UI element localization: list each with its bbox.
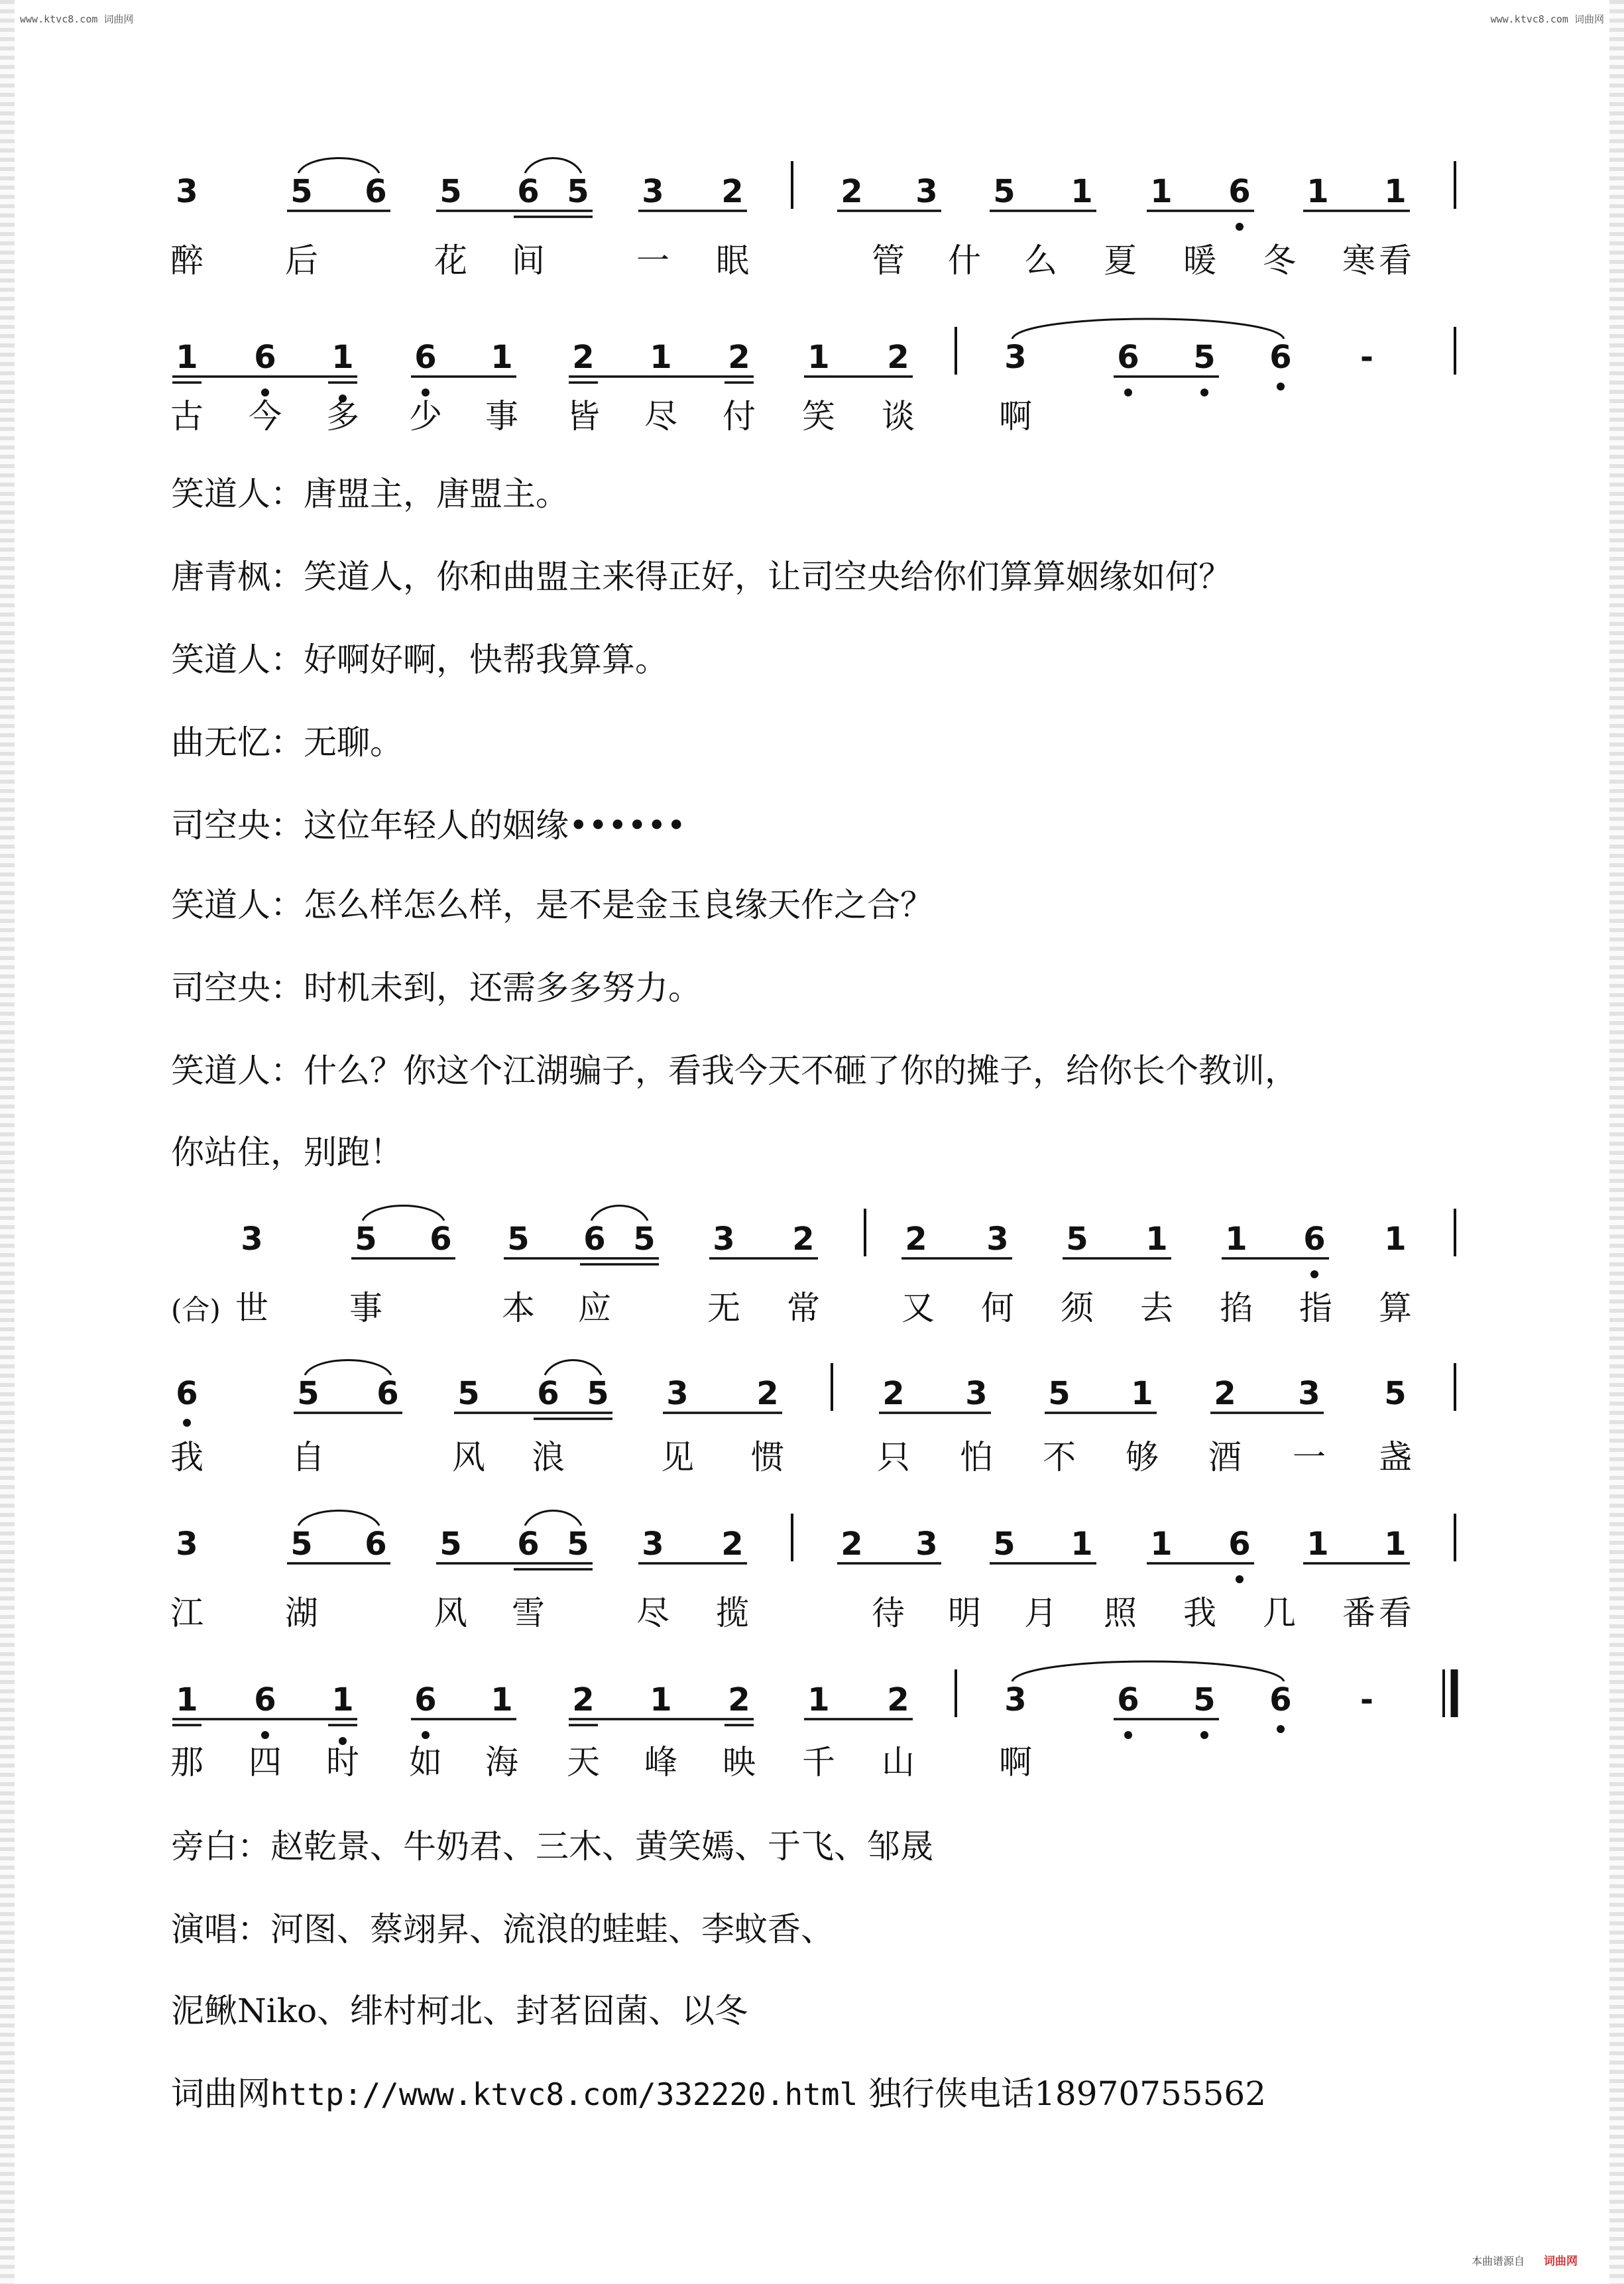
lyric-char: 湖 (285, 1594, 318, 1632)
note-digit: 6 (517, 173, 540, 210)
lyric-char: 一 (1293, 1438, 1326, 1476)
slur-arc (298, 1511, 379, 1526)
note-digit: 6 (414, 1681, 437, 1718)
octave-dot (183, 1419, 191, 1427)
source-suffix: 独行侠电话18970755562 (858, 2074, 1267, 2113)
note-digit: 5 (507, 1221, 530, 1258)
lyric-char: 应 (578, 1289, 611, 1327)
lyric-char: 么 (1024, 241, 1057, 280)
lyric-char: 啊 (999, 397, 1032, 436)
lyric-char: 眠 (716, 241, 749, 280)
note-digit: 3 (176, 1526, 198, 1563)
lyric-char: 无 (707, 1289, 740, 1327)
lyric-char: 付 (723, 397, 756, 436)
lyric-char: 天 (567, 1743, 600, 1781)
lyric-char: 酒 (1208, 1438, 1242, 1476)
lyric-char: 我 (170, 1438, 203, 1476)
lyric-char: 照 (1104, 1594, 1137, 1632)
slur-arc (1012, 1661, 1284, 1681)
lyric-char: 只 (877, 1438, 910, 1476)
note-digit: 1 (1384, 173, 1407, 210)
lyric-char: 去 (1140, 1289, 1173, 1327)
dialogue-line: 笑道人：唐盟主，唐盟主。 (171, 475, 569, 513)
note-digit: 2 (887, 1681, 909, 1718)
slur-arc (545, 1360, 601, 1376)
lyric-char: 看 (1379, 241, 1412, 280)
lyric-char: 海 (485, 1743, 518, 1781)
lyric-char: 时 (326, 1743, 359, 1781)
note-digit: 6 (365, 173, 387, 210)
lyric-char: 明 (948, 1594, 981, 1632)
note-digit: 3 (915, 173, 938, 210)
note-digit: 5 (587, 1375, 609, 1412)
dialogue-line: 笑道人：什么？你这个江湖骗子，看我今天不砸了你的摊子，给你长个教训， (171, 1052, 1298, 1090)
note-digit: 2 (1214, 1375, 1236, 1412)
octave-dot (1277, 383, 1285, 391)
lyric-char: 何 (981, 1289, 1014, 1327)
lyric-char: 我 (1183, 1594, 1216, 1632)
dialogue-line: 笑道人：好啊好啊，快帮我算算。 (171, 640, 668, 679)
octave-dot (1124, 389, 1132, 396)
note-digit: 6 (254, 1681, 276, 1718)
lyric-char: 揽 (716, 1594, 749, 1632)
note-digit: 3 (965, 1375, 988, 1412)
singers-credit: 演唱：河图、蔡翊昇、流浪的蛙蛙、李蚊香、 (171, 1910, 834, 1949)
note-digit: 5 (1384, 1375, 1407, 1412)
note-digit: 6 (1117, 1681, 1139, 1718)
note-digit: 3 (642, 1526, 664, 1563)
lyric-char: 间 (512, 241, 545, 280)
note-digit: 1 (650, 1681, 672, 1718)
note-digit: 1 (1150, 173, 1173, 210)
lyric-char: 一 (636, 241, 669, 280)
lyric-char: 风 (434, 1594, 467, 1632)
note-digit: 6 (1303, 1221, 1326, 1258)
note-digit: 6 (1269, 1681, 1292, 1718)
note-digit: 5 (297, 1375, 319, 1412)
slur-arc (363, 1206, 444, 1221)
note-digit: 5 (1193, 339, 1216, 376)
note-digit: 1 (807, 1681, 830, 1718)
lyric-char: 今 (249, 397, 282, 436)
note-digit: 3 (986, 1221, 1009, 1258)
lyric-char: 世 (235, 1289, 268, 1327)
octave-dot (1200, 1731, 1208, 1739)
octave-dot (1277, 1725, 1285, 1733)
lyric-char: 后 (285, 241, 318, 280)
lyric-char: 什 (948, 241, 981, 280)
note-digit: 1 (176, 339, 198, 376)
note-digit: 6 (430, 1221, 452, 1258)
note-digit: 5 (633, 1221, 656, 1258)
lyric-char: 尽 (636, 1594, 669, 1632)
dialogue-line: 你站住，别跑！ (171, 1133, 403, 1172)
lyric-char: 那 (170, 1743, 203, 1781)
note-digit: 1 (650, 339, 672, 376)
lyric-char: 掐 (1220, 1289, 1253, 1327)
lyric-char: 啊 (999, 1743, 1032, 1781)
note-digit: 5 (355, 1221, 377, 1258)
note-digit: 5 (1048, 1375, 1071, 1412)
note-digit: 1 (1145, 1221, 1168, 1258)
note-digit: 2 (887, 339, 909, 376)
lyric-char: 够 (1126, 1438, 1159, 1476)
note-digit: 3 (666, 1375, 689, 1412)
note-digit: 5 (290, 173, 313, 210)
dialogue-line: 司空央：这位年轻人的姻缘•••••• (171, 806, 686, 845)
lyric-char: 又 (901, 1289, 935, 1327)
note-digit: 6 (377, 1375, 399, 1412)
lyric-char: 指 (1299, 1289, 1332, 1327)
note-digit: 5 (439, 1526, 462, 1563)
lyric-char: 看 (1379, 1594, 1412, 1632)
footer-note: 本曲谱源自 (1471, 2255, 1525, 2267)
header-left-watermark: www.ktvc8.com 词曲网 (20, 13, 134, 25)
note-digit: 6 (1228, 173, 1251, 210)
octave-dot (261, 1731, 269, 1739)
lyric-char: 待 (872, 1594, 905, 1632)
dialogue-line: 笑道人：怎么样怎么样，是不是金玉良缘天作之合？ (171, 886, 933, 924)
lyric-char: 自 (292, 1438, 325, 1476)
octave-dot (1236, 1575, 1244, 1583)
note-digit: 3 (1004, 1681, 1027, 1718)
lyric-char: 峰 (644, 1743, 677, 1781)
hold-dash: - (1360, 1681, 1373, 1718)
note-digit: 2 (905, 1221, 927, 1258)
note-digit: 1 (807, 339, 830, 376)
lyric-char: 常 (787, 1289, 820, 1327)
dialogue-line: 曲无忆：无聊。 (171, 723, 403, 762)
note-digit: 6 (1228, 1526, 1251, 1563)
octave-dot (1236, 223, 1244, 231)
note-digit: 5 (1193, 1681, 1216, 1718)
note-digit: 1 (331, 1681, 354, 1718)
note-digit: 3 (713, 1221, 735, 1258)
note-digit: 5 (567, 173, 589, 210)
source-credit (171, 2074, 1266, 2114)
note-digit: 5 (567, 1526, 589, 1563)
lyric-char: 见 (661, 1438, 694, 1476)
note-digit: 1 (1150, 1526, 1173, 1563)
note-digit: 1 (1071, 173, 1093, 210)
note-digit: 2 (721, 173, 744, 210)
note-digit: 3 (241, 1221, 263, 1258)
lyric-char: 番 (1342, 1594, 1375, 1632)
note-digit: 3 (176, 173, 198, 210)
note-digit: 2 (572, 339, 595, 376)
lyric-char: 冬 (1263, 241, 1296, 280)
lyric-char: 四 (249, 1743, 282, 1781)
slur-arc (1012, 319, 1284, 339)
note-digit: 6 (176, 1375, 198, 1412)
note-digit: 6 (365, 1526, 387, 1563)
lyric-char: 寒 (1342, 241, 1375, 280)
note-digit: 1 (491, 1681, 513, 1718)
note-digit: 2 (572, 1681, 595, 1718)
lyric-char: 惯 (751, 1438, 784, 1476)
note-digit: 5 (439, 173, 462, 210)
note-digit: 6 (1269, 339, 1292, 376)
note-digit: 6 (517, 1526, 540, 1563)
note-digit: 6 (583, 1221, 606, 1258)
note-digit: 2 (882, 1375, 905, 1412)
note-digit: 1 (176, 1681, 198, 1718)
octave-dot (1124, 1731, 1132, 1739)
note-digit: 3 (915, 1526, 938, 1563)
octave-dot (422, 1731, 430, 1739)
lyric-char: 夏 (1104, 241, 1137, 280)
note-digit: 6 (254, 339, 276, 376)
lyric-char: 映 (723, 1743, 756, 1781)
note-digit: 1 (1384, 1526, 1407, 1563)
note-digit: 5 (290, 1526, 313, 1563)
lyric-char: 几 (1263, 1594, 1296, 1632)
lyric-char: 笑 (802, 397, 835, 436)
note-digit: 2 (841, 173, 863, 210)
lyric-char: 不 (1043, 1438, 1076, 1476)
lyric-char: 古 (170, 397, 203, 436)
note-digit: 5 (457, 1375, 480, 1412)
note-digit: 1 (1225, 1221, 1247, 1258)
lyric-char: 暖 (1183, 241, 1216, 280)
lyric-char: 醉 (170, 241, 203, 280)
note-digit: 5 (993, 1526, 1015, 1563)
note-digit: 6 (1117, 339, 1139, 376)
lyric-char: 怕 (960, 1438, 993, 1476)
note-digit: 2 (728, 339, 750, 376)
note-digit: 1 (1384, 1221, 1407, 1258)
dialogue-line: 唐青枫：笑道人，你和曲盟主来得正好，让司空央给你们算算姻缘如何？ (171, 558, 1232, 596)
slur-arc (591, 1206, 648, 1221)
note-digit: 3 (642, 173, 664, 210)
note-digit: 5 (993, 173, 1015, 210)
note-digit: 1 (491, 339, 513, 376)
lyric-char: 谈 (882, 397, 915, 436)
dialogue-line: 司空央：时机未到，还需多多努力。 (171, 969, 701, 1007)
slur-arc (525, 1511, 581, 1526)
octave-dot (1310, 1270, 1318, 1278)
lyric-char: 花 (434, 241, 467, 280)
note-digit: 1 (1306, 1526, 1329, 1563)
source-label: 词曲网 (171, 2074, 270, 2113)
lyric-char: 皆 (567, 397, 600, 436)
lyric-char: 雪 (512, 1594, 545, 1632)
header-right-watermark: www.ktvc8.com 词曲网 (1490, 13, 1604, 25)
note-digit: 3 (1298, 1375, 1320, 1412)
narration-credit: 旁白：赵乾景、牛奶君、三木、黄笑嫣、于飞、邹晟 (171, 1827, 933, 1866)
hold-dash: - (1360, 339, 1373, 376)
note-digit: 5 (1066, 1221, 1088, 1258)
note-digit: 2 (792, 1221, 815, 1258)
lyric-char: 如 (409, 1743, 442, 1781)
note-digit: 3 (1004, 339, 1027, 376)
note-digit: 2 (841, 1526, 863, 1563)
slur-arc (525, 158, 581, 174)
lyric-char: 管 (872, 241, 905, 280)
lyric-char: 江 (170, 1594, 203, 1632)
lyric-char: 事 (485, 397, 518, 436)
lyric-char: 须 (1061, 1289, 1094, 1327)
note-digit: 1 (331, 339, 354, 376)
lyric-char: 多 (326, 397, 359, 436)
lyric-char: 事 (349, 1289, 382, 1327)
note-digit: 2 (728, 1681, 750, 1718)
lyric-char: 尽 (644, 397, 677, 436)
note-digit: 6 (537, 1375, 559, 1412)
note-digit: 2 (756, 1375, 779, 1412)
lyric-char: 本 (502, 1289, 535, 1327)
singers-credit-continued: 泥鳅Niko、绯村柯北、封茗囧菌、以冬 (171, 1992, 748, 2030)
lyric-char: 月 (1024, 1594, 1057, 1632)
note-digit: 1 (1306, 173, 1329, 210)
note-digit: 6 (414, 339, 437, 376)
note-digit: 1 (1071, 1526, 1093, 1563)
lyric-char: 少 (409, 397, 442, 436)
lyric-prefix: (合) (171, 1293, 221, 1326)
lyric-char: 千 (802, 1743, 835, 1781)
note-digit: 2 (721, 1526, 744, 1563)
lyric-char: 盏 (1379, 1438, 1412, 1476)
octave-dot (422, 389, 430, 396)
lyric-char: 浪 (532, 1438, 565, 1476)
octave-dot (261, 389, 269, 396)
octave-dot (1200, 389, 1208, 396)
lyric-char: 山 (882, 1743, 915, 1781)
lyric-char: 风 (452, 1438, 485, 1476)
source-url: http://www.ktvc8.com/332220.html (270, 2076, 858, 2112)
slur-arc (305, 1360, 391, 1376)
footer-logo: 词曲网 (1544, 2255, 1578, 2268)
lyric-char: 算 (1379, 1289, 1412, 1327)
note-digit: 1 (1131, 1375, 1153, 1412)
slur-arc (298, 158, 379, 174)
